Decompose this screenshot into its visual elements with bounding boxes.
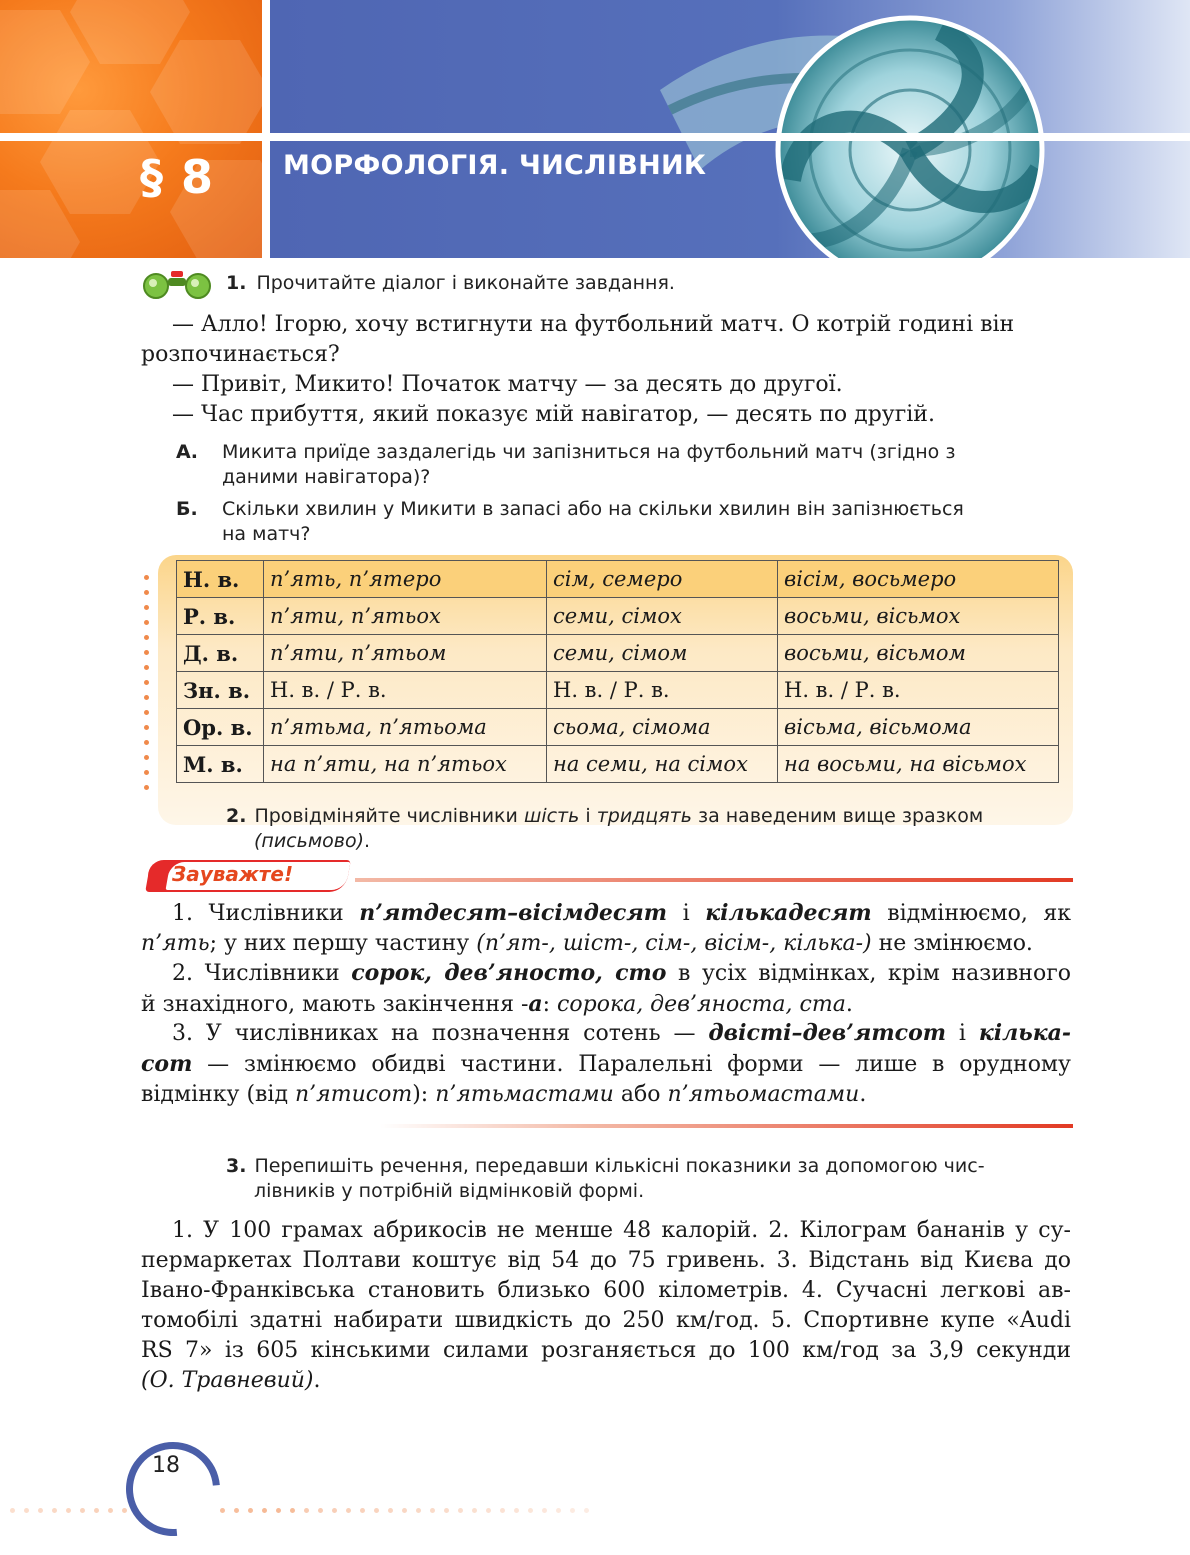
footer-dot — [402, 1508, 407, 1513]
exercise3-text-end: . — [313, 1368, 321, 1393]
exercise2-word-six: шість — [523, 805, 580, 827]
note-text: . — [845, 992, 853, 1017]
exercise3-line: томобілі здатні набирати швидкість до 250 км/год. 5. Спортивне купе «Audi — [141, 1308, 1071, 1333]
footer-dot — [80, 1508, 85, 1513]
page-number: 18 — [152, 1453, 180, 1478]
exercise3-header — [226, 1154, 1046, 1204]
note-text: і — [946, 1021, 979, 1046]
footer-dot — [458, 1508, 463, 1513]
table-cell: п’ять, п’ятеро — [264, 561, 547, 598]
footer-dot — [122, 1508, 127, 1513]
note-text: . — [859, 1082, 867, 1107]
dialog-line-2: розпочинається? — [141, 342, 340, 367]
footer-dot — [430, 1508, 435, 1513]
footer-dot — [10, 1508, 15, 1513]
exercise2-text: за наведеним вище зразком — [691, 805, 984, 827]
footer-dot — [220, 1508, 225, 1513]
footer-dot — [346, 1508, 351, 1513]
question-b-line-1: Скільки хвилин у Микити в запасі або на скільки хвилин він запізнюється — [222, 498, 964, 520]
footer-dot — [24, 1508, 29, 1513]
table-cell: вісім, восьмеро — [778, 561, 1059, 598]
footer-dot — [374, 1508, 379, 1513]
table-cell: семи, сімом — [547, 635, 778, 672]
note-term: п’ятьомастами — [667, 1082, 860, 1107]
dialog-line-4: — Час прибуття, який показує мій навігатор, — десять по другій. — [172, 402, 935, 427]
question-a-line-2: даними навігатора)? — [222, 466, 431, 488]
note-label: Зауважте! — [172, 862, 294, 886]
exercise1-number: 1. — [226, 272, 247, 294]
exercise2-text: і — [579, 805, 597, 827]
note-text: : — [542, 992, 558, 1017]
question-b-letter: Б. — [176, 498, 198, 520]
header-orange-panel — [0, 0, 262, 258]
footer-dot — [290, 1508, 295, 1513]
footer-dot — [332, 1508, 337, 1513]
note-text: 2. Числівники — [172, 961, 352, 986]
table-row — [177, 709, 1059, 746]
header-divider-horizontal — [0, 133, 1190, 141]
note-term: п’ятьмастами — [435, 1082, 614, 1107]
footer-dot — [304, 1508, 309, 1513]
footer-dot — [108, 1508, 113, 1513]
note-text: і — [667, 901, 706, 926]
table-row — [177, 561, 1059, 598]
table-cell: п’яти, п’ятьох — [264, 598, 547, 635]
note-term: кількадесят — [705, 900, 872, 926]
exercise2 — [226, 804, 1046, 854]
exercise2-word-thirty: тридцять — [596, 805, 692, 827]
exercise3-text — [141, 1216, 1071, 1396]
note-term: (п’ят-, шіст-, сім-, вісім-, кілька-) — [476, 931, 872, 956]
table-row — [177, 635, 1059, 672]
exercise2-text: Провідміняйте числівники — [254, 805, 524, 827]
exercise3-line: Івано-Франківська становить близько 600 кілометрів. 4. Сучасні легкові ав- — [141, 1278, 1071, 1303]
footer-dot — [584, 1508, 589, 1513]
exercise3-number: 3. — [226, 1155, 247, 1177]
footer-dot — [388, 1508, 393, 1513]
table-cell: восьми, вісьмох — [778, 598, 1059, 635]
note-text: 1. Числівники — [172, 901, 360, 926]
note-text: й знахідного, мають закінчення - — [141, 992, 529, 1017]
note-text: ): — [412, 1082, 436, 1107]
footer-dot — [542, 1508, 547, 1513]
question-a-letter: А. — [176, 441, 198, 463]
table-row — [177, 598, 1059, 635]
table-cell: п’яти, п’ятьом — [264, 635, 547, 672]
table-cell: восьми, вісьмом — [778, 635, 1059, 672]
footer-dot — [38, 1508, 43, 1513]
exercise1-header — [226, 272, 675, 294]
note-text: відмінюємо, як — [871, 901, 1071, 926]
note-rule-bottom — [380, 1124, 1073, 1128]
footer-dot — [360, 1508, 365, 1513]
table-cell: п’ятьма, п’ятьома — [264, 709, 547, 746]
table-cell: Ор. в. — [177, 709, 264, 746]
exercise1-instruction: Прочитайте діалог і виконайте завдання. — [256, 272, 675, 294]
note-paragraph-3 — [141, 1018, 1071, 1110]
exercise3-line: 1. У 100 грамах абрикосів не менше 48 калорій. 2. Кілограм бананів у су- — [172, 1218, 1071, 1243]
note-term: кілька- — [978, 1020, 1071, 1046]
table-row — [177, 746, 1059, 783]
table-cell: на восьми, на вісьмох — [778, 746, 1059, 783]
note-term: сорок, дев’яносто, сто — [351, 960, 667, 986]
question-a-line-1: Микита приїде заздалегідь чи запізниться на футбольний матч (згідно з — [222, 441, 956, 463]
note-term: двісті–дев’ятсот — [708, 1020, 947, 1046]
paragraph-number: § 8 — [140, 150, 215, 204]
note-term: а — [528, 991, 543, 1017]
question-b — [176, 497, 996, 547]
note-text: в усіх відмінках, крім називного — [666, 961, 1071, 986]
exercise3-line: пермаркетах Полтави коштує від 54 до 75 гривень. 3. Відстань від Києва до — [141, 1248, 1071, 1273]
note-text: відмінку (від — [141, 1082, 296, 1107]
note-paragraph-1 — [141, 898, 1071, 959]
table-cell: М. в. — [177, 746, 264, 783]
footer-dot — [556, 1508, 561, 1513]
note-term: сорока, дев’яноста, ста — [557, 992, 846, 1017]
footer-dot — [500, 1508, 505, 1513]
exercise3-line: RS 7» із 605 кінськими силами розганяється до 100 км/год за 3,9 секунди — [141, 1338, 1071, 1363]
exercise2-text: . — [364, 830, 371, 852]
footer-dot — [570, 1508, 575, 1513]
exercise2-number: 2. — [226, 805, 247, 827]
footer-dot — [514, 1508, 519, 1513]
question-b-line-2: на матч? — [222, 523, 311, 545]
footer-dot — [248, 1508, 253, 1513]
exercise3-instruction-line-2: лівників у потрібній відмінковій формі. — [254, 1180, 645, 1202]
page-number-circle — [107, 1423, 239, 1555]
table-cell: Н. в. / Р. в. — [547, 672, 778, 709]
note-text: 3. У числівниках на позначення сотень — — [172, 1021, 709, 1046]
note-paragraph-2 — [141, 958, 1071, 1020]
table-cell: Д. в. — [177, 635, 264, 672]
question-a — [176, 440, 996, 490]
note-rule-top — [355, 878, 1073, 882]
header-divider-vertical — [262, 0, 270, 258]
table-cell: Н. в. / Р. в. — [778, 672, 1059, 709]
footer-dot — [318, 1508, 323, 1513]
note-term: сот — [141, 1051, 193, 1077]
footer-dot — [472, 1508, 477, 1513]
footer-dot — [52, 1508, 57, 1513]
table-cell: на п’яти, на п’ятьох — [264, 746, 547, 783]
dialog-line-3: — Привіт, Микито! Початок матчу — за десять до другої. — [172, 372, 843, 397]
binoculars-icon — [140, 268, 214, 304]
declension-table — [176, 560, 1059, 783]
table-cell: сьома, сімома — [547, 709, 778, 746]
note-term: п’ятисот — [295, 1082, 413, 1107]
exercise3-author: (О. Травневий) — [141, 1368, 314, 1393]
table-cell: Н. в. — [177, 561, 264, 598]
note-text: — змінюємо обидві частини. Паралельні форми — лише в орудному — [192, 1052, 1071, 1077]
footer-dot — [234, 1508, 239, 1513]
table-cell: вісьма, вісьмома — [778, 709, 1059, 746]
footer-dot — [262, 1508, 267, 1513]
table-cell: Р. в. — [177, 598, 264, 635]
clock-spiral-illustration — [640, 0, 1100, 258]
footer-dot — [66, 1508, 71, 1513]
exercise3-instruction-line-1: Перепишіть речення, передавши кількісні показники за допомогою чис- — [254, 1155, 985, 1177]
table-cell: Н. в. / Р. в. — [264, 672, 547, 709]
note-term: п’ятдесят–вісімдесят — [359, 900, 668, 926]
exercise2-written-note: (письмово) — [254, 830, 365, 852]
table-cell: сім, семеро — [547, 561, 778, 598]
table-row — [177, 672, 1059, 709]
note-text: не змінюємо. — [871, 931, 1033, 956]
footer-dot — [486, 1508, 491, 1513]
footer-dot — [276, 1508, 281, 1513]
footer-dot — [444, 1508, 449, 1513]
note-term: п’ять — [141, 931, 210, 956]
dialog-line-1: — Алло! Ігорю, хочу встигнути на футбольний матч. О котрій годині він — [172, 312, 1015, 337]
footer-dot — [94, 1508, 99, 1513]
note-text: або — [613, 1082, 668, 1107]
footer-dot — [528, 1508, 533, 1513]
table-cell: Зн. в. — [177, 672, 264, 709]
section-title: МОРФОЛОГІЯ. ЧИСЛІВНИК — [283, 150, 707, 181]
footer-dot — [416, 1508, 421, 1513]
table-cell: семи, сімох — [547, 598, 778, 635]
table-cell: на семи, на сімох — [547, 746, 778, 783]
note-text: ; у них першу частину — [209, 931, 477, 956]
